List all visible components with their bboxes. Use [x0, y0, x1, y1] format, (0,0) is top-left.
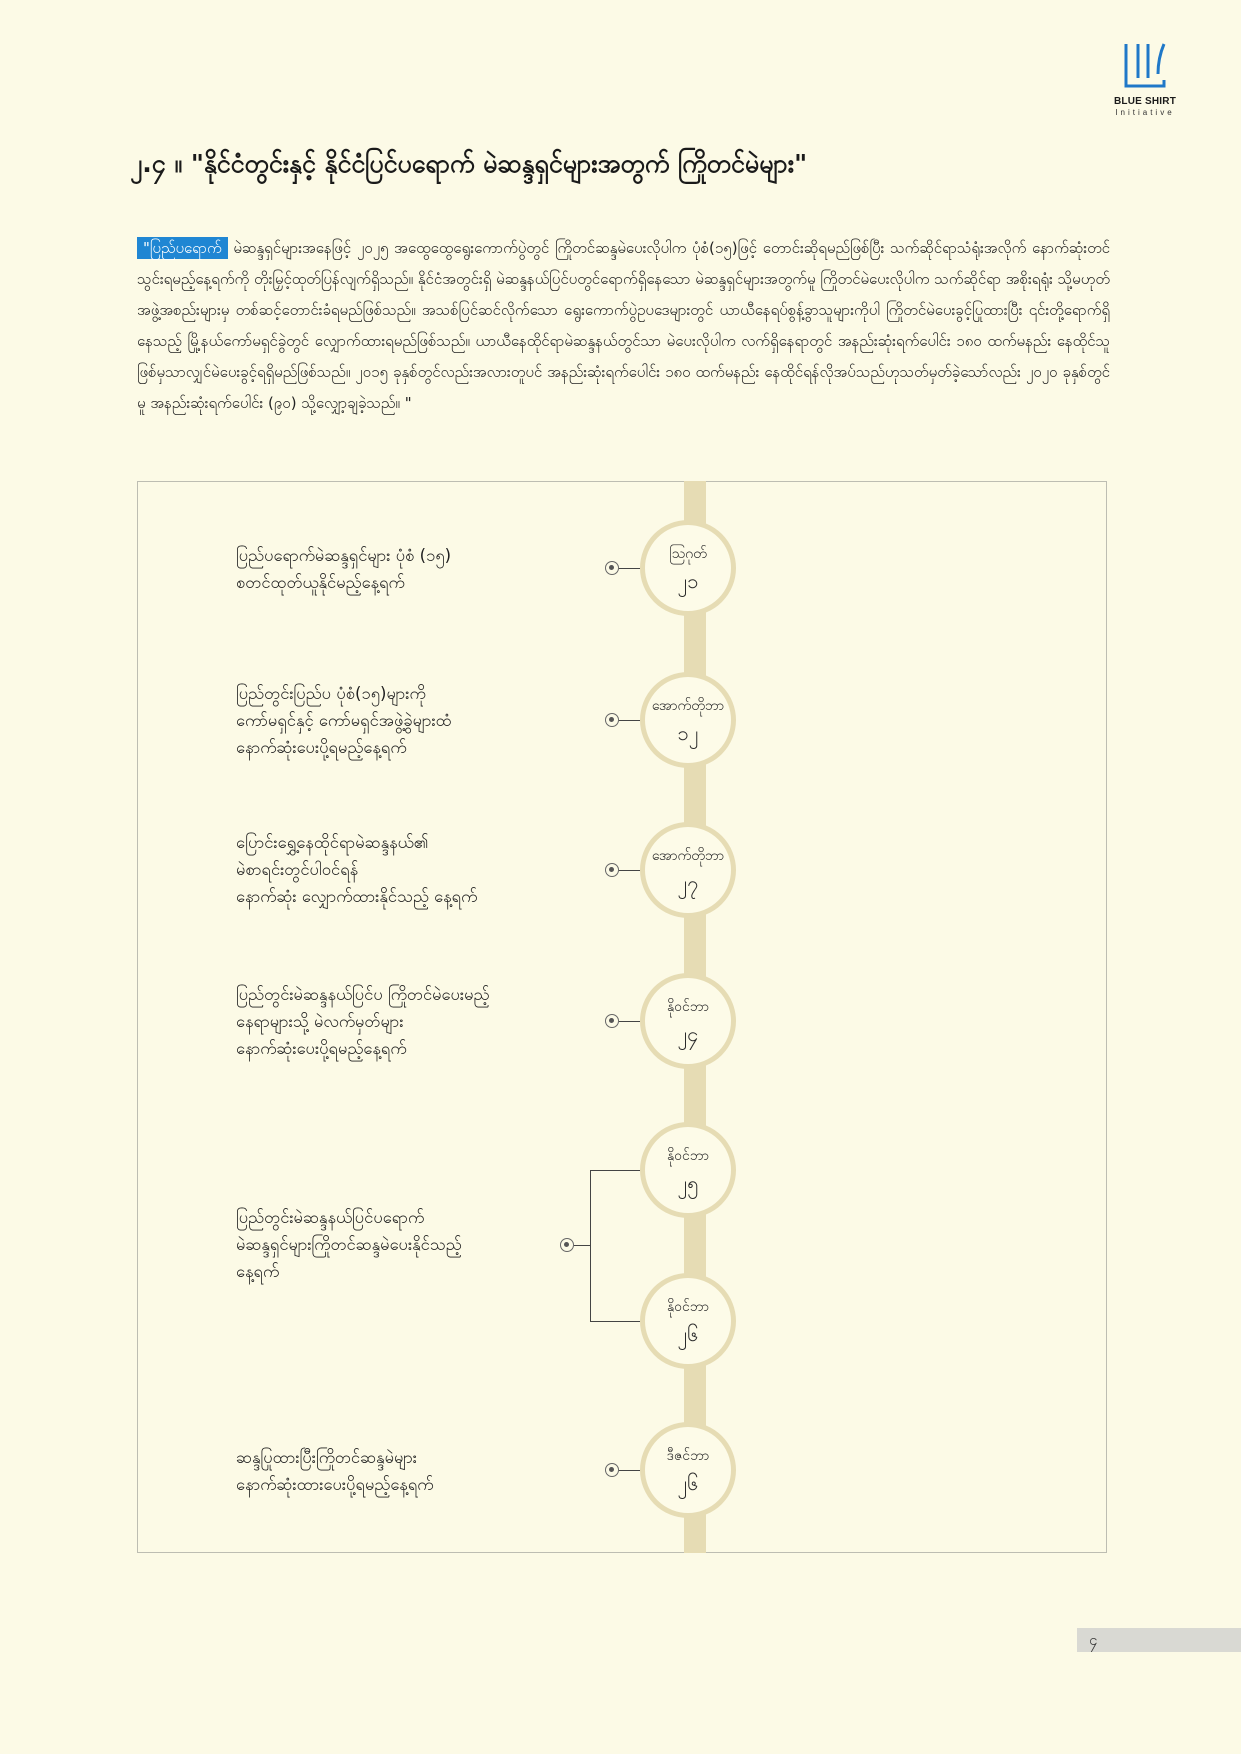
section-title: ၂.၄ ။ "နိုင်ငံတွင်းနှင့် နိုင်ငံပြင်ပရောက် မဲဆန္ဒရှင်များအတွက် ကြိုတင်မဲများ"	[130, 149, 808, 178]
bracket-line	[590, 1170, 591, 1321]
node-month: နိုဝင်ဘာ	[666, 999, 710, 1015]
logo-name: BLUE SHIRT	[1114, 96, 1176, 107]
node-month: ဩဂုတ်	[669, 546, 707, 562]
timeline-node-3	[640, 822, 736, 918]
connector-dot-1	[605, 561, 619, 575]
intro-paragraph	[137, 233, 1110, 419]
timeline-label-4	[236, 981, 576, 1062]
bracket-bottom-line	[590, 1321, 640, 1322]
label-line: ပြည်တွင်းမဲဆန္ဒနယ်ပြင်ပ ကြိုတင်မဲပေးမည့်	[236, 985, 490, 1004]
node-day: ၂၆	[677, 1322, 699, 1346]
node-day: ၂၁	[677, 569, 699, 593]
timeline-node-4	[640, 973, 736, 1069]
label-line: နောက်ဆုံး လျှောက်ထားနိုင်သည့် နေ့ရက်	[236, 887, 478, 906]
label-line: ကော်မရှင်နှင့် ကော်မရှင်အဖွဲ့ခွဲများထံ	[236, 711, 452, 730]
blue-shirt-logo	[1104, 40, 1186, 117]
connector-line-4	[619, 1021, 640, 1022]
node-day: ၂၇	[677, 871, 699, 895]
connector-line-5	[574, 1245, 590, 1246]
label-line: ပြည်တွင်းမဲဆန္ဒနယ်ပြင်ပရောက်	[236, 1208, 425, 1227]
timeline-label-3	[236, 829, 576, 910]
node-day: ၂၆	[677, 1471, 699, 1495]
page-number: ၄	[1077, 1628, 1241, 1652]
blue-shirt-logo-icon	[1120, 40, 1170, 90]
connector-dot-5	[560, 1238, 574, 1252]
label-line: နောက်ဆုံးထားပေးပို့ရမည့်နေ့ရက်	[236, 1475, 434, 1494]
timeline-node-7	[640, 1422, 736, 1518]
label-line: ပြည်ပရောက်မဲဆန္ဒရှင်များ ပုံစံ (၁၅)	[236, 546, 452, 565]
connector-dot-2	[605, 713, 619, 727]
timeline-label-1	[236, 542, 576, 596]
label-line: နေ့ရက်	[236, 1262, 280, 1281]
connector-dot-7	[605, 1463, 619, 1477]
timeline-node-1	[640, 520, 736, 616]
connector-dot-4	[605, 1014, 619, 1028]
label-line: ပြည်တွင်းပြည်ပ ပုံစံ(၁၅)များကို	[236, 684, 426, 703]
timeline-label-7	[236, 1444, 576, 1498]
label-line: နေရာများသို့ မဲလက်မှတ်များ	[236, 1012, 404, 1031]
connector-line-7	[619, 1470, 640, 1471]
label-line: နောက်ဆုံးပေးပို့ရမည့်နေ့ရက်	[236, 738, 407, 757]
label-line: စတင်ထုတ်ယူနိုင်မည့်နေ့ရက်	[236, 573, 405, 592]
timeline-label-2	[236, 680, 576, 761]
bracket-top-line	[590, 1170, 640, 1171]
node-day: ၂၄	[677, 1022, 699, 1046]
timeline-node-2	[640, 672, 736, 768]
label-line: ဆန္ဒပြုထားပြီးကြိုတင်ဆန္ဒမဲများ	[236, 1448, 418, 1467]
connector-line-3	[619, 870, 640, 871]
highlighted-term: "ပြည်ပရောက်	[137, 237, 228, 259]
label-line: မဲဆန္ဒရှင်များကြိုတင်ဆန္ဒမဲပေးနိုင်သည့်	[236, 1235, 462, 1254]
node-month: နိုဝင်ဘာ	[666, 1299, 710, 1315]
timeline-label-5	[236, 1204, 576, 1285]
connector-dot-3	[605, 863, 619, 877]
timeline-node-6	[640, 1273, 736, 1369]
node-month: နိုဝင်ဘာ	[666, 1148, 710, 1164]
label-line: မဲစာရင်းတွင်ပါဝင်ရန်	[236, 860, 359, 879]
node-month: အောက်တိုဘာ	[651, 848, 725, 864]
timeline-node-5	[640, 1122, 736, 1218]
node-day: ၂၅	[677, 1171, 699, 1195]
node-month: ဒီဇင်ဘာ	[666, 1448, 710, 1464]
node-day: ၁၂	[677, 721, 699, 745]
connector-line-1	[619, 568, 640, 569]
node-month: အောက်တိုဘာ	[651, 698, 725, 714]
label-line: ပြောင်းရွှေ့နေထိုင်ရာမဲဆန္ဒနယ်၏	[236, 833, 429, 852]
logo-subtitle: Initiative	[1115, 108, 1175, 117]
intro-body: မဲဆန္ဒရှင်များအနေဖြင့် ၂၀၂၅ အထွေထွေရွေးကောက်ပွဲတွင် ကြိုတင်ဆန္ဒမဲပေးလိုပါက ပုံစံ(၁၅)ဖြင့် တောင်းဆိုရမည်ဖြစ်ပြီး သက်ဆိုင်ရာသံရုံးအလိုက် နောက်ဆုံးတင်သွင်းရမည့်နေ့ရက်ကို တိုးမြှင့်ထုတ်ပြန်လျက်ရှိသည်။ နိုင်ငံအတွင်းရှိ မဲဆန္ဒနယ်ပြင်ပတွင်ရောက်ရှိနေသော မဲဆန္ဒရှင်များအတွက်မူ ကြိုတင်မဲပေးလိုပါက သက်ဆိုင်ရာ အစိုးရရုံး သို့မဟုတ် အဖွဲ့အစည်းများမှ တစ်ဆင့်တောင်းခံရမည်ဖြစ်သည်။ အသစ်ပြင်ဆင်လိုက်သော ရွေးကောက်ပွဲဥပဒေများတွင် ယာယီနေရပ်စွန့်ခွာသူများကိုပါ ကြိုတင်မဲပေးခွင့်ပြုထားပြီး ၎င်းတို့ရောက်ရှိနေသည့် မြို့နယ်ကော်မရှင်ခွဲတွင် လျှောက်ထားရမည်ဖြစ်သည်။ ယာယီနေထိုင်ရာမဲဆန္ဒနယ်တွင်သာ မဲပေးလိုပါက လက်ရှိနေရာတွင် အနည်းဆုံးရက်ပေါင်း ၁၈၀ ထက်မနည်း နေထိုင်သူဖြစ်မှသာလျှင်မဲပေးခွင့်ရရှိမည်ဖြစ်သည်။ ၂၀၁၅ ခုနှစ်တွင်လည်းအလားတူပင် အနည်းဆုံးရက်ပေါင်း ၁၈၀ ထက်မနည်း နေထိုင်ရန်လိုအပ်သည်ဟုသတ်မှတ်ခဲ့သော်လည်း ၂၀၂၀ ခုနှစ်တွင်မူ အနည်းဆုံးရက်ပေါင်း (၉၀) သို့လျှော့ချခဲ့သည်။ "	[137, 239, 1110, 412]
connector-line-2	[619, 720, 640, 721]
label-line: နောက်ဆုံးပေးပို့ရမည့်နေ့ရက်	[236, 1039, 407, 1058]
